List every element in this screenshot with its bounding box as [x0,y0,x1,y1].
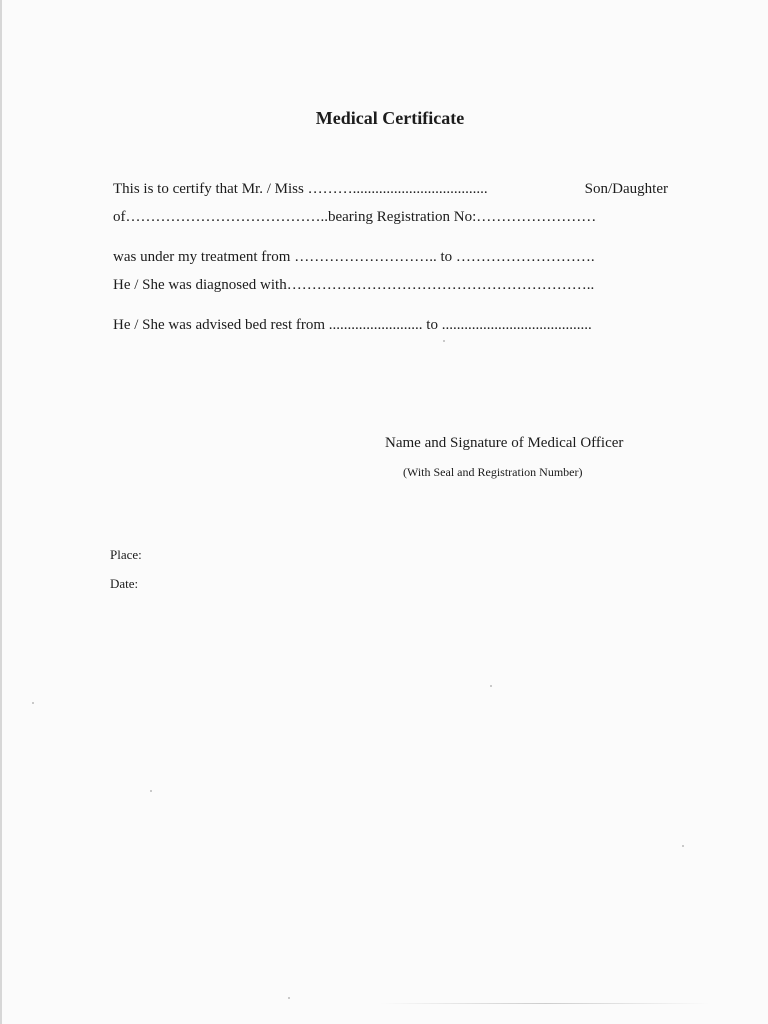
son-daughter-label: Son/Daughter [584,181,668,197]
certificate-title: Medical Certificate [315,108,465,128]
treatment-period-line: was under my treatment from ……………………….. to ………………………. [113,249,595,265]
place-label: Place: [110,547,142,562]
signature-note: (With Seal and Registration Number) [403,465,583,479]
certify-line [113,181,668,198]
scan-speck [443,340,445,342]
scan-speck [32,702,34,704]
diagnosis-line: He / She was diagnosed with…………………………………………………….. [113,277,595,293]
page-left-edge [0,0,2,1024]
registration-line: of…………………………………..bearing Registration No:…………………… [113,209,597,225]
scan-speck [682,845,684,847]
bed-rest-line: He / She was advised bed rest from ......................... to ........................................ [113,317,592,333]
scan-speck [490,685,492,687]
scan-speck [150,790,152,792]
scan-smudge [380,1003,710,1004]
date-label: Date: [110,576,139,591]
signature-label: Name and Signature of Medical Officer [385,435,624,451]
certify-line-text: This is to certify that Mr. / Miss ……….................................... [113,181,488,197]
scan-speck [288,997,290,999]
